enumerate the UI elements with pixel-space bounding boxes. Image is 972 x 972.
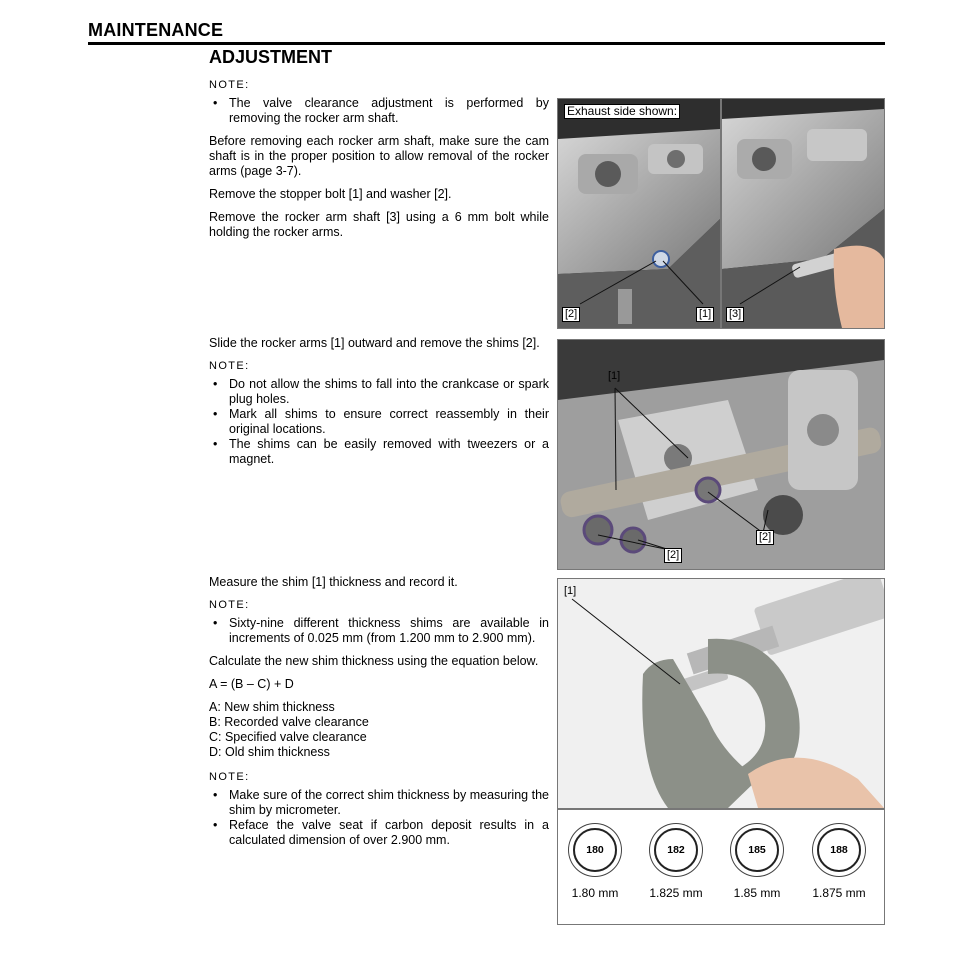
shim-size: 1.825 mm [649,886,703,900]
note-list [209,616,549,646]
callout-label: [2] [562,307,580,322]
shim-item [564,828,626,900]
figure-micrometer [557,578,885,809]
paragraph: Remove the rocker arm shaft [3] using a 6 mm bolt while holding the rocker arms. [209,210,549,239]
note-label: NOTE: [209,360,250,372]
shim-code: 188 [830,844,848,856]
figure-rocker-shaft [721,98,885,329]
title-rule [88,42,885,45]
note-item: • Do not allow the shims to fall into the crankcase or spark plug holes. [209,377,549,407]
text-block-rocker-shaft [209,78,549,248]
callout-label: [2] [664,548,682,563]
section-title: MAINTENANCE [88,20,224,40]
callout-label: [1] [696,307,714,322]
text-block-shims [209,336,549,475]
leader-lines [558,340,884,569]
callout-label: [1] [564,585,577,597]
callout-label: [2] [756,530,774,545]
leader-lines [558,99,720,328]
shim-size: 1.80 mm [571,886,619,900]
paragraph: Before removing each rocker arm shaft, make sure the cam shaft is in the proper position to allow removal of the rocker arms (page 3-7). [209,134,549,178]
shim-size-chart [557,809,885,925]
shim-ring [654,828,698,872]
note-label: NOTE: [209,599,250,611]
shim-size: 1.85 mm [733,886,781,900]
note-label: NOTE: [209,771,250,783]
shim-ring [735,828,779,872]
shim-item [726,828,788,900]
callout-label: [3] [726,307,744,322]
shim-code: 182 [667,844,685,856]
note-label: NOTE: [209,79,250,91]
paragraph: Remove the stopper bolt [1] and washer [2]. [209,187,452,201]
definition-item: A: New shim thickness [209,700,335,714]
shim-code: 180 [586,844,604,856]
definition-item: D: Old shim thickness [209,745,330,759]
shim-code: 185 [748,844,766,856]
note-list [209,788,549,848]
paragraph: Slide the rocker arms [1] outward and remove the shims [2]. [209,336,540,350]
note-item: • The valve clearance adjustment is performed by removing the rocker arm shaft. [209,96,549,126]
shim-ring [817,828,861,872]
note-item: • Make sure of the correct shim thickness by measuring the shim by micrometer. [209,788,549,818]
note-item: • The shims can be easily removed with tweezers or a magnet. [209,437,549,467]
callout-label: [1] [608,370,621,382]
paragraph: Calculate the new shim thickness using the equation below. [209,654,539,668]
figure-stopper-bolt [557,98,721,329]
shim-item [645,828,707,900]
note-item: • Mark all shims to ensure correct reassembly in their original locations. [209,407,549,437]
leader-lines [558,579,884,808]
shim-item [808,828,870,900]
equation: A = (B – C) + D [209,677,294,691]
shim-ring [573,828,617,872]
definition-item: B: Recorded valve clearance [209,715,369,729]
figure-shims-removal [557,339,885,570]
note-list [209,377,549,467]
leader-lines [722,99,884,328]
shim-size: 1.875 mm [812,886,866,900]
page-subtitle: ADJUSTMENT [209,47,333,67]
paragraph: Measure the shim [1] thickness and record it. [209,575,458,589]
note-list [209,96,549,126]
definition-list [209,700,549,760]
text-block-measure [209,575,549,856]
figure-caption: Exhaust side shown: [564,104,680,119]
definition-item: C: Specified valve clearance [209,730,367,744]
note-item: • Sixty-nine different thickness shims are available in increments of 0.025 mm (from 1.200 mm to 2.900 mm). [209,616,549,646]
note-item: • Reface the valve seat if carbon deposit results in a calculated dimension of over 2.900 mm. [209,818,549,848]
